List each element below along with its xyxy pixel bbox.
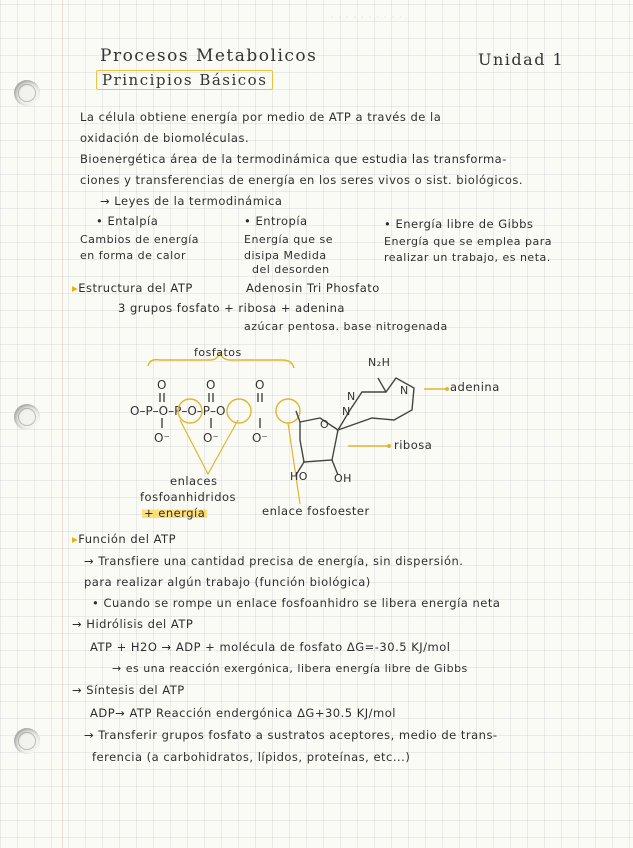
ribosa-label: ribosa xyxy=(394,438,433,452)
entropia-desc-1: Energía que se xyxy=(244,233,334,246)
atp-components-sub: azúcar pentosa. base nitrogenada xyxy=(244,320,448,333)
entalpia-title: • Entalpía xyxy=(96,214,159,228)
mas-energia-text: + energía xyxy=(144,506,206,520)
ester-pointer xyxy=(288,423,300,504)
funcion-title-text: Función del ATP xyxy=(78,532,177,546)
ribose-ring xyxy=(296,411,338,475)
funcion-title xyxy=(72,532,176,546)
fosfatos-label: fosfatos xyxy=(194,346,242,359)
yellow-bullet: ▸ xyxy=(72,281,79,295)
entalpia-desc-2: en forma de calor xyxy=(80,249,186,262)
yellow-bullet: ▸ xyxy=(72,532,79,546)
funcion-line-2: para realizar algún trabajo (función biológica) xyxy=(84,575,371,589)
n-label: N xyxy=(400,384,409,397)
fosfoanhidridos-label: fosfoanhidridos xyxy=(140,490,237,504)
n-label: N xyxy=(347,390,356,403)
mas-energia-label xyxy=(142,506,207,520)
funcion-line-3: • Cuando se rompe un enlace fosfoanhidro se libera energía neta xyxy=(92,596,501,610)
enlaces-pointer xyxy=(180,420,238,474)
o-minus-label: O⁻ xyxy=(154,431,170,445)
n-label: N xyxy=(342,405,351,418)
entalpia-desc-1: Cambios de energía xyxy=(80,233,199,246)
ho-label: HO xyxy=(290,470,308,483)
unit-label: Unidad 1 xyxy=(478,50,565,69)
nh2-label: N₂H xyxy=(368,356,391,369)
atp-components: 3 grupos fosfato + ribosa + adenina xyxy=(118,301,345,315)
transfer-line-1: → Transferir grupos fosfato a sustratos aceptores, medio de trans- xyxy=(84,728,498,742)
sintesis-title: → Síntesis del ATP xyxy=(72,683,185,697)
oh-label: OH xyxy=(334,472,352,485)
enlace-fosfoester-label: enlace fosfoester xyxy=(262,504,370,518)
o-minus-label: O⁻ xyxy=(203,431,219,445)
anhydride-bond-circle xyxy=(227,399,251,423)
o-label: O xyxy=(157,378,167,392)
o-minus-label: O⁻ xyxy=(252,431,268,445)
estructura-title-text: Estructura del ATP xyxy=(78,281,193,295)
hidrolisis-note: → es una reacción exergónica, libera energía libre de Gibbs xyxy=(112,662,468,675)
bioenergetica-line-1: Bioenergética área de la termodinámica que estudia las transforma- xyxy=(80,152,507,166)
adenina-label: adenina xyxy=(450,380,500,394)
bleed-through-text: · · · · · · · · · · xyxy=(330,10,403,24)
transfer-line-2: ferencia (a carbohidratos, lípidos, proteínas, etc...) xyxy=(92,750,411,764)
o-label: O xyxy=(206,378,216,392)
gibbs-title: • Energía libre de Gibbs xyxy=(384,217,534,231)
leyes-termodinamica: → Leyes de la termodinámica xyxy=(100,194,283,208)
intro-line-2: oxidación de biomoléculas. xyxy=(80,131,250,145)
gibbs-desc-1: Energía que se emplea para xyxy=(384,235,553,248)
hidrolisis-title: → Hidrólisis del ATP xyxy=(72,617,194,631)
o-label: O xyxy=(255,378,265,392)
intro-line-1: La célula obtiene energía por medio de ATP a través de la xyxy=(80,110,442,124)
o-label: O xyxy=(320,418,329,431)
enlaces-label: enlaces xyxy=(170,474,218,488)
phosphate-chain-text: O–P–O–P–O–P–O xyxy=(130,404,226,418)
funcion-line-1: → Transfiere una cantidad precisa de energía, sin dispersión. xyxy=(84,554,464,568)
bioenergetica-line-2: ciones y transferencias de energía en los seres vivos o sist. biológicos. xyxy=(80,173,524,187)
ribosa-pointer-dot xyxy=(387,444,391,448)
sintesis-equation: ADP→ ATP Reacción endergónica ΔG+30.5 KJ/mol xyxy=(90,706,396,720)
gibbs-desc-2: realizar un trabajo, es neta. xyxy=(384,251,551,264)
entropia-title: • Entropía xyxy=(244,214,308,228)
entropia-desc-3: del desorden xyxy=(252,263,330,276)
section-subtitle: Principios Básicos xyxy=(96,70,273,90)
hidrolisis-equation: ATP + H2O → ADP + molécula de fosfato ΔG=-30.5 KJ/mol xyxy=(90,640,451,654)
page-title: Procesos Metabolicos xyxy=(100,46,318,66)
entropia-desc-2: disipa Medida xyxy=(244,249,327,262)
atp-expansion: Adenosin Tri Phosfato xyxy=(246,281,380,295)
adenina-pointer-dot xyxy=(445,387,449,391)
